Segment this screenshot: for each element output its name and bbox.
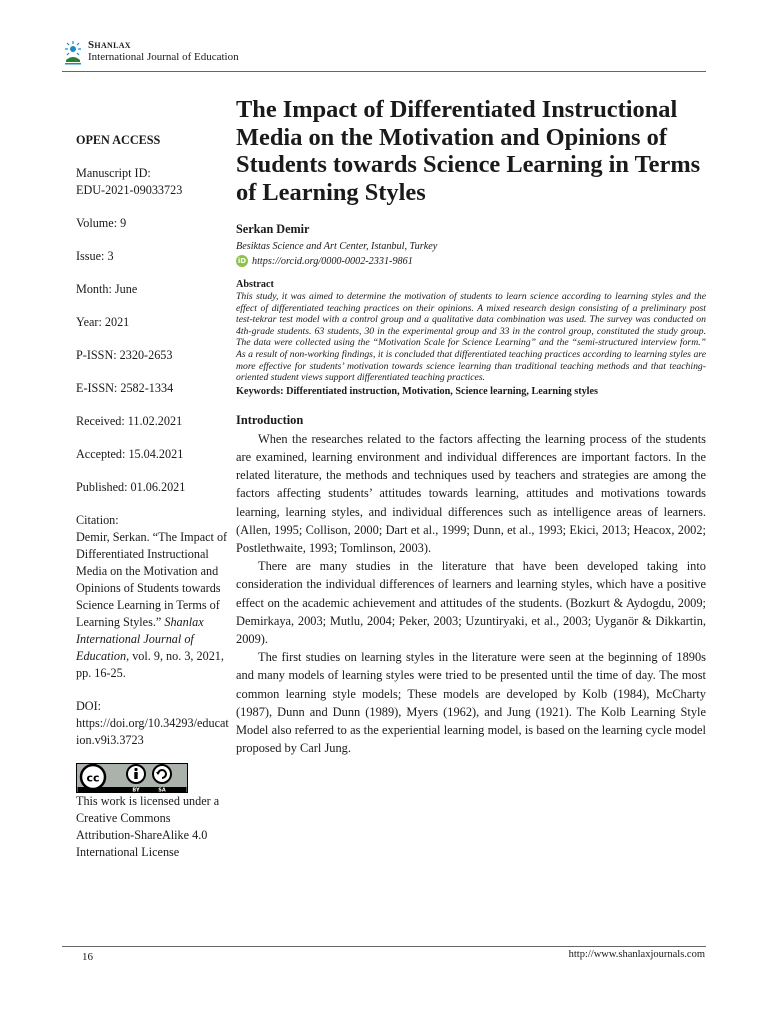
page-number: 16 — [82, 951, 93, 963]
shanlax-logo-icon — [62, 40, 84, 66]
published-date: Published: 01.06.2021 — [76, 480, 186, 494]
year: Year: 2021 — [76, 315, 130, 329]
volume: Volume: 9 — [76, 216, 127, 230]
abstract-heading: Abstract — [236, 279, 274, 290]
doi-label: DOI: — [76, 699, 102, 713]
article-title: The Impact of Differentiated Instructional Media on the Motivation and Opinions of Students towards Science Learning in Terms of Learning Styles — [236, 96, 701, 206]
cc-sa-label: SA — [158, 787, 166, 793]
brand-name: Shanlax — [88, 39, 131, 51]
citation-text: Demir, Serkan. “The Impact of Differentiated Instructional Media on the Motivation and Opinions of Students towards Science Learning in Terms of Learning Styles.” — [76, 530, 228, 629]
citation-journal: Shanlax International Journal of Education — [76, 615, 204, 663]
svg-text:cc: cc — [86, 771, 100, 785]
abstract-text: This study, it was aimed to determine the motivation of students to learn science according to learning styles and the effect of differentiated teaching practices on their opinions. A mixed research design consisting of a preliminary post test-tekrar test model with a control group and a qualitative data combination was used. The survey was conducted on 4th-grade students. 63 students, 30 in the experimental group and 33 in the control group, constituted the study group. The data were collected using the “Motivation Scale for Science Learning” and the “semi-structured interview form.” As a result of non-working findings, it is concluded that differentiated teaching practices according to learning styles are more effective for students’ motivation towards science learning than traditional teaching methods and that teaching-oriented student views support differentiated teaching practices. — [236, 291, 706, 384]
citation — [76, 512, 231, 682]
header-divider — [62, 71, 706, 72]
article-info-sidebar — [76, 132, 231, 861]
received-date: Received: 11.02.2021 — [76, 414, 183, 428]
manuscript-id-value: EDU-2021-09033723 — [76, 183, 183, 197]
keywords: Keywords: Differentiated instruction, Motivation, Science learning, Learning styles — [236, 385, 598, 397]
doi-link[interactable]: https://doi.org/10.34293/education.v9i3.3723 — [76, 716, 229, 747]
author-name: Serkan Demir — [236, 222, 310, 236]
cc-by-label: BY — [132, 787, 140, 793]
e-issn: E-ISSN: 2582-1334 — [76, 381, 174, 395]
body-paragraph: The first studies on learning styles in the literature were seen at the beginning of 1890s and many models of learning styles were tried to be presented until the time of day. The most common learning style models; These models are developed by Kolb (1984), McCharty (1987), Dunn and Dunn (1989), Myers (1962), and Jung (1921). The Kolb Learning Style Model also referred to as the experiential learning model, is based on the learning cycle model proposed by Carl Jung. — [236, 650, 706, 756]
p-issn: P-ISSN: 2320-2653 — [76, 348, 173, 362]
introduction-heading: Introduction — [236, 412, 304, 427]
journal-name: International Journal of Education — [88, 51, 239, 63]
citation-body — [76, 529, 231, 682]
author-affiliation: Besiktas Science and Art Center, Istanbul, Turkey — [236, 241, 438, 252]
footer-url[interactable]: http://www.shanlaxjournals.com — [568, 949, 705, 960]
month: Month: June — [76, 282, 138, 296]
license-text: This work is licensed under a Creative Commons Attribution-ShareAlike 4.0 International License — [76, 794, 220, 859]
orcid-link[interactable]: https://orcid.org/0000-0002-2331-9861 — [252, 255, 413, 267]
orcid — [236, 255, 706, 267]
orcid-icon: iD — [237, 257, 247, 265]
manuscript-id-label: Manuscript ID: — [76, 166, 151, 180]
citation-label: Citation: — [76, 513, 119, 527]
issue: Issue: 3 — [76, 249, 114, 263]
cc-by-sa-icon[interactable] — [76, 763, 188, 793]
body-paragraph: There are many studies in the literature that have been developed taking into consideration the individual differences of learners and learning styles, which have a positive effect on the academic achievement and attitudes of the students. (Bozkurt & Aydogdu, 2009; Demirkaya, 2003; Mutlu, 2004; Peker, 2003; Uzuntiryaki, et al., 2003; Uyganör & Dikkartin, 2009). — [236, 559, 706, 646]
manuscript-id — [76, 165, 231, 199]
body-paragraph: When the researches related to the factors affecting the learning process of the students are examined, learning environment and individual differences are important factors. In the related literature, the methods and techniques used by teachers and strategies are among the factors affecting students’ attitudes towards learning, attitudes and motivations towards learning, learning styles, and individual differences such as intelligence areas of learners. (Allen, 1995; Collison, 2000; Dart et al., 1999; Dunn, et al., 1993; Ekici, 2013; Heacox, 2002; Postlethwaite, 1993; Tomlinson, 2003). — [236, 431, 706, 555]
footer-divider — [62, 946, 706, 947]
open-access-label: OPEN ACCESS — [76, 133, 161, 147]
accepted-date: Accepted: 15.04.2021 — [76, 447, 184, 461]
journal-header — [62, 40, 239, 66]
doi — [76, 698, 231, 749]
citation-tail: , vol. 9, no. 3, 2021, pp. 16-25. — [76, 649, 224, 680]
article-main — [236, 96, 706, 757]
